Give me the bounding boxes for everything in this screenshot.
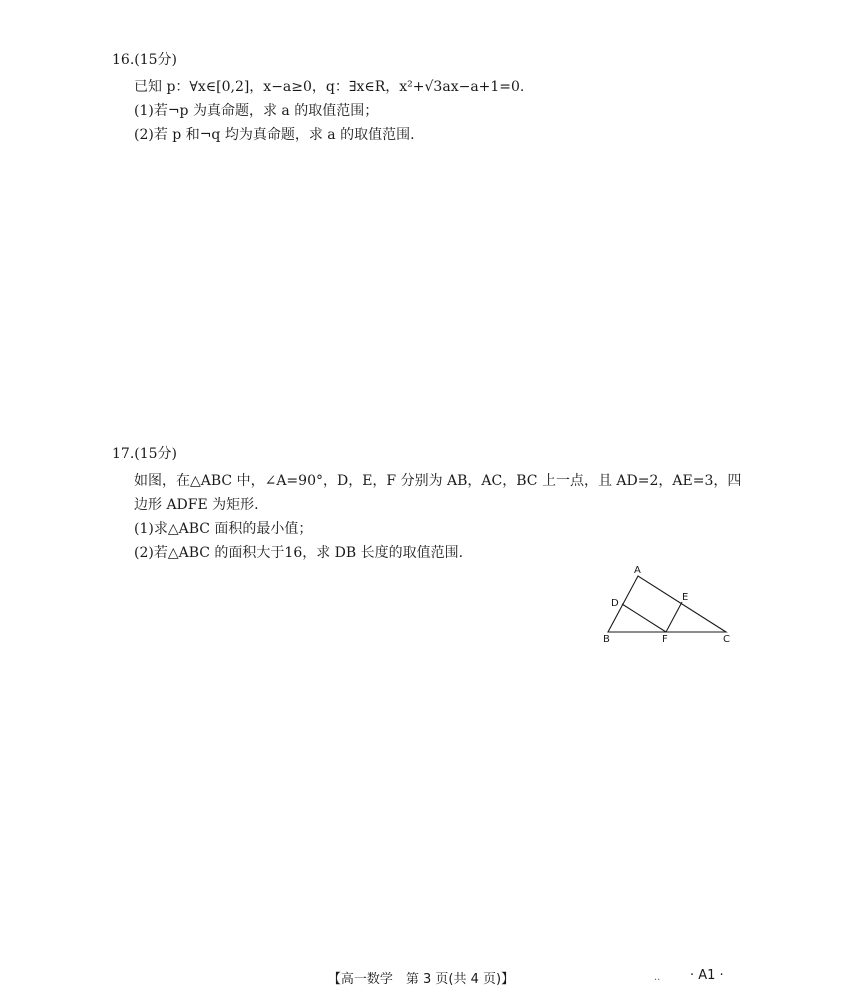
problem-17-statement-line-1: 如图，在△ABC 中，∠A=90°，D，E，F 分别为 AB，AC，BC 上一点，且 AD=2，AE=3，四	[134, 473, 742, 489]
problem-17-part-2: (2)若△ABC 的面积大于16，求 DB 长度的取值范围.	[134, 545, 464, 561]
label-a: A	[634, 565, 641, 576]
label-d: D	[611, 598, 619, 609]
problem-16-part-2: (2)若 p 和¬q 均为真命题，求 a 的取值范围.	[134, 127, 415, 143]
problem-16	[112, 50, 752, 148]
triangle-figure	[600, 564, 740, 644]
triangle-abc	[608, 576, 726, 632]
footer-marks: ..	[654, 972, 661, 983]
problem-17	[112, 444, 752, 566]
problem-17-header: 17.(15分)	[112, 446, 178, 462]
footer-code: · A1 ·	[690, 968, 724, 983]
problem-16-part-1: (1)若¬p 为真命题，求 a 的取值范围；	[134, 103, 379, 119]
problem-17-part-1: (1)求△ABC 面积的最小值；	[134, 521, 313, 537]
label-e: E	[682, 592, 689, 603]
segment-df	[622, 604, 666, 632]
label-c: C	[723, 634, 730, 644]
problem-16-header: 16.(15分)	[112, 52, 178, 68]
page-footer: 【高一数学 第 3 页(共 4 页)】	[327, 972, 515, 987]
problem-17-statement-line-2: 边形 ADFE 为矩形.	[134, 497, 259, 513]
problem-16-statement: 已知 p：∀x∈[0,2]，x−a≥0，q：∃x∈R，x²+√3ax−a+1=0.	[134, 79, 525, 95]
segment-fe	[666, 602, 682, 632]
label-f: F	[662, 634, 668, 644]
label-b: B	[603, 634, 610, 644]
